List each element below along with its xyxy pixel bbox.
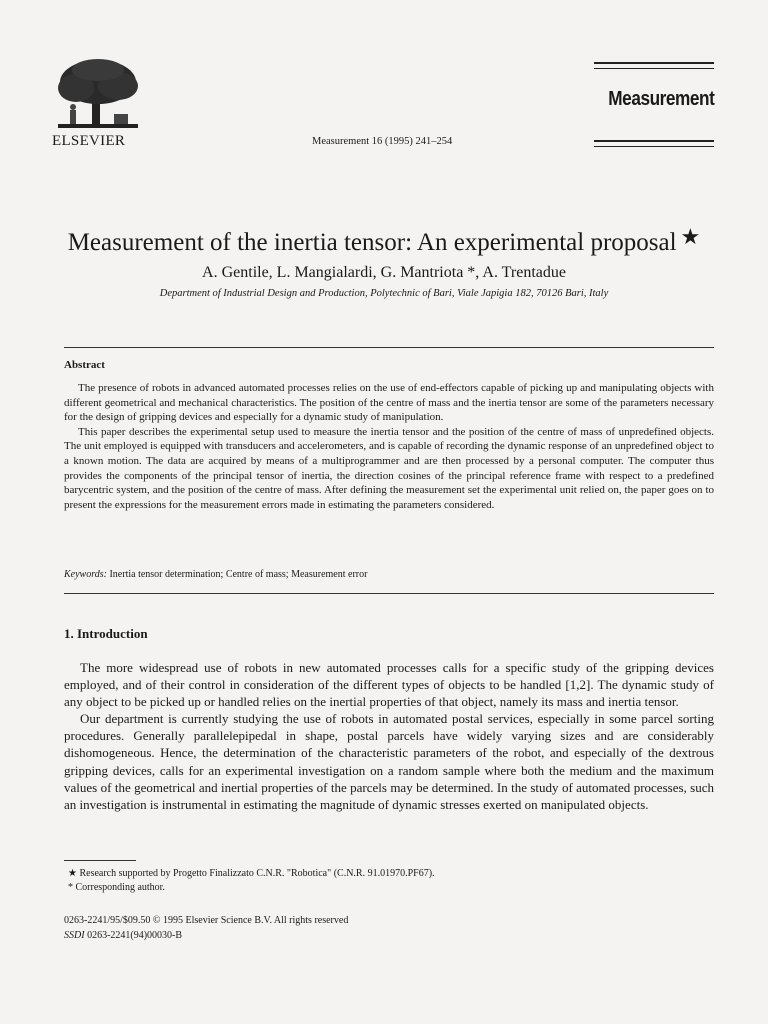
keywords-text: Inertia tensor determination; Centre of mass; Measurement error <box>109 569 368 580</box>
author-list: A. Gentile, L. Mangialardi, G. Mantriota *, A. Trentadue <box>202 264 566 281</box>
section-heading: 1. Introduction <box>64 626 148 641</box>
body-paragraph: The more widespread use of robots in new automated processes calls for a specific study of the gripping devices employed, and of their control in consideration of the different types of objects to be handled [1,2]. The dynamic study of any object to be picked up or handled relies on the inertial properties of that object, namely its mass and inertia tensor. <box>64 660 714 710</box>
copyright-line: 0263-2241/95/$09.50 © 1995 Elsevier Science B.V. All rights reserved <box>64 915 349 926</box>
publisher-name: ELSEVIER <box>52 133 126 149</box>
abstract-body <box>64 381 714 512</box>
keywords-label: Keywords: <box>64 569 107 580</box>
title-footnote-mark: ★ <box>680 224 701 249</box>
journal-name: Measurement <box>607 88 714 110</box>
ssdi-label: SSDI <box>64 930 85 941</box>
header-rule <box>594 68 714 69</box>
abstract-top-rule <box>64 347 714 348</box>
abstract-paragraph: This paper describes the experimental setup used to measure the inertia tensor and the position of the centre of mass of unpredefined objects. The unit employed is equipped with transducers and accelerometers, and is capable of recording the dynamic response of an unpredefined object to a known motion. The data are acquired by means of a multiprogrammer and are then processed by a personal computer. The computer thus provides the components of the principal tensor of inertia, the direction cosines of the principal reference frame with respect to a predefined barycentric system, and the position of the centre of mass. After defining the measurement set the experimental unit relied on, the paper goes on to present the expressions for the measurement errors made in estimating the parameters considered. <box>64 425 714 511</box>
article-title <box>0 224 768 257</box>
header-rule <box>594 146 714 147</box>
abstract-bottom-rule <box>64 593 714 594</box>
body-paragraph: Our department is currently studying the use of robots in automated postal services, especially in some parcel sorting procedures. Generally parallelepipedal in shape, postal parcels have widely varying sizes and are considerably dishomogeneous. Hence, the determination of the characteristic parameters of the robot, and especially of the dextrous gripping devices, calls for an experimental investigation on a random sample where both the medium and the maximum values of the geometrical and inertial properties of the parcels may be determined. In the study of automated processes, such an investigation is instrumental in estimating the magnitude of dynamic stresses exerted on manipulated objects. <box>64 711 714 812</box>
ssdi-line <box>64 930 182 941</box>
header-rule <box>594 140 714 142</box>
abstract-paragraph: The presence of robots in advanced automated processes relies on the use of end-effectors capable of picking up and manipulating objects with different geometrical and mechanical characteristics. The position of the centre of mass and the inertia tensor are some of the parameters necessary for the design of gripping devices and especially for a dynamic study of manipulation. <box>64 382 714 424</box>
journal-citation: Measurement 16 (1995) 241–254 <box>312 136 453 147</box>
elsevier-tree-logo <box>52 58 144 134</box>
ssdi-value: 0263-2241(94)00030-B <box>84 930 183 941</box>
footnote: ★ Research supported by Progetto Finalizzato C.N.R. "Robotica" (C.N.R. 91.01970.PF67). <box>68 868 435 879</box>
section-body <box>64 659 714 813</box>
footnote-rule <box>64 860 136 861</box>
article-title-text: Measurement of the inertia tensor: An experimental proposal <box>67 229 677 256</box>
affiliation: Department of Industrial Design and Production, Polytechnic of Bari, Viale Japigia 182, 70126 Bari, Italy <box>159 288 609 299</box>
keywords <box>64 569 367 580</box>
abstract-heading: Abstract <box>64 359 105 371</box>
footnote: * Corresponding author. <box>68 882 165 893</box>
header-rule <box>594 62 714 64</box>
